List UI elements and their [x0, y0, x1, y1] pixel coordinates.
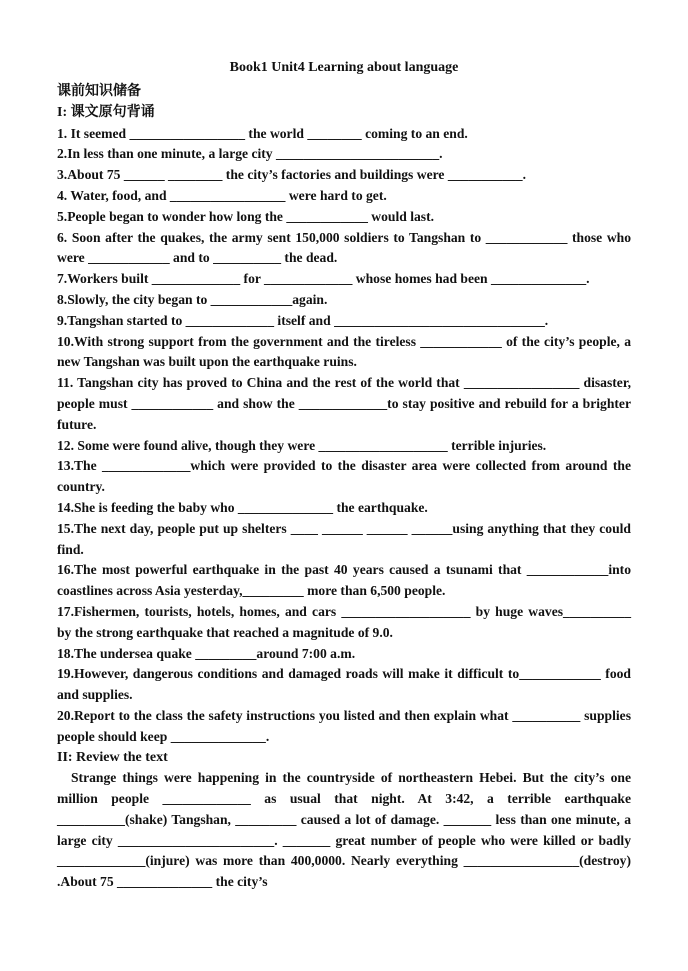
- worksheet-page: [57, 58, 635, 893]
- item-18: 18.The undersea quake _________around 7:00 a.m.: [57, 645, 356, 661]
- item-2: 2.In less than one minute, a large city ________________________.: [57, 146, 443, 162]
- item-5: 5.People began to wonder how long the ____________ would last.: [57, 208, 435, 224]
- item-17: 17.Fishermen, tourists, hotels, homes, and cars ___________________ by huge waves__________ by the strong earthquake that reached a magnitude of 9.0.: [57, 603, 635, 640]
- item-9: 9.Tangshan started to _____________ itself and _______________________________.: [57, 312, 549, 328]
- section-1-label: I: 课文原句背诵: [57, 104, 155, 120]
- item-4: 4. Water, food, and _________________ were hard to get.: [57, 187, 387, 203]
- worksheet-title: Book1 Unit4 Learning about language: [229, 60, 459, 75]
- review-paragraph: Strange things were happening in the countryside of northeastern Hebei. But the city’s one million people _____________ as usual that night. At 3:42, a terrible earthquake __________(shake) Tangshan, _________ caused a lot of damage. _______ less than one minute, a large city _______________________. _______ great number of people who were killed or badly _____________(injure) was more than 400,0000. Nearly everything _________________(destroy) .About 75 ______________ the city’s: [57, 770, 635, 890]
- item-19: 19.However, dangerous conditions and damaged roads will make it difficult to____________ food and supplies.: [57, 666, 635, 703]
- item-15: 15.The next day, people put up shelters ____ ______ ______ ______using anything that they could find.: [57, 520, 635, 557]
- item-14: 14.She is feeding the baby who ______________ the earthquake.: [57, 499, 428, 515]
- item-16: 16.The most powerful earthquake in the past 40 years caused a tsunami that ____________into coastlines across Asia yesterday,_________ more than 6,500 people.: [57, 562, 635, 599]
- item-13: 13.The _____________which were provided to the disaster area were collected from around the country.: [57, 458, 635, 495]
- item-10: 10.With strong support from the government and the tireless ____________ of the city’s people, a new Tangshan was built upon the earthquake ruins.: [57, 333, 635, 370]
- item-12: 12. Some were found alive, though they were ___________________ terrible injuries.: [57, 437, 547, 453]
- item-1: 1. It seemed _________________ the world ________ coming to an end.: [57, 125, 468, 141]
- item-6: 6. Soon after the quakes, the army sent 150,000 soldiers to Tangshan to ____________ those who were ____________ and to __________ the dead.: [57, 229, 635, 266]
- section-2-label: II: Review the text: [57, 749, 168, 765]
- item-11: 11. Tangshan city has proved to China and the rest of the world that _________________ disaster, people must ____________ and show the _____________to stay positive and rebuild for a brighter future.: [57, 375, 635, 432]
- item-3: 3.About 75 ______ ________ the city’s factories and buildings were ___________.: [57, 167, 526, 183]
- prep-heading: 课前知识储备: [57, 84, 141, 99]
- item-8: 8.Slowly, the city began to ____________again.: [57, 291, 328, 307]
- item-7: 7.Workers built _____________ for _____________ whose homes had been ______________.: [57, 271, 590, 287]
- item-list: [57, 124, 635, 748]
- item-20: 20.Report to the class the safety instructions you listed and then explain what __________ supplies people should keep ______________.: [57, 707, 635, 744]
